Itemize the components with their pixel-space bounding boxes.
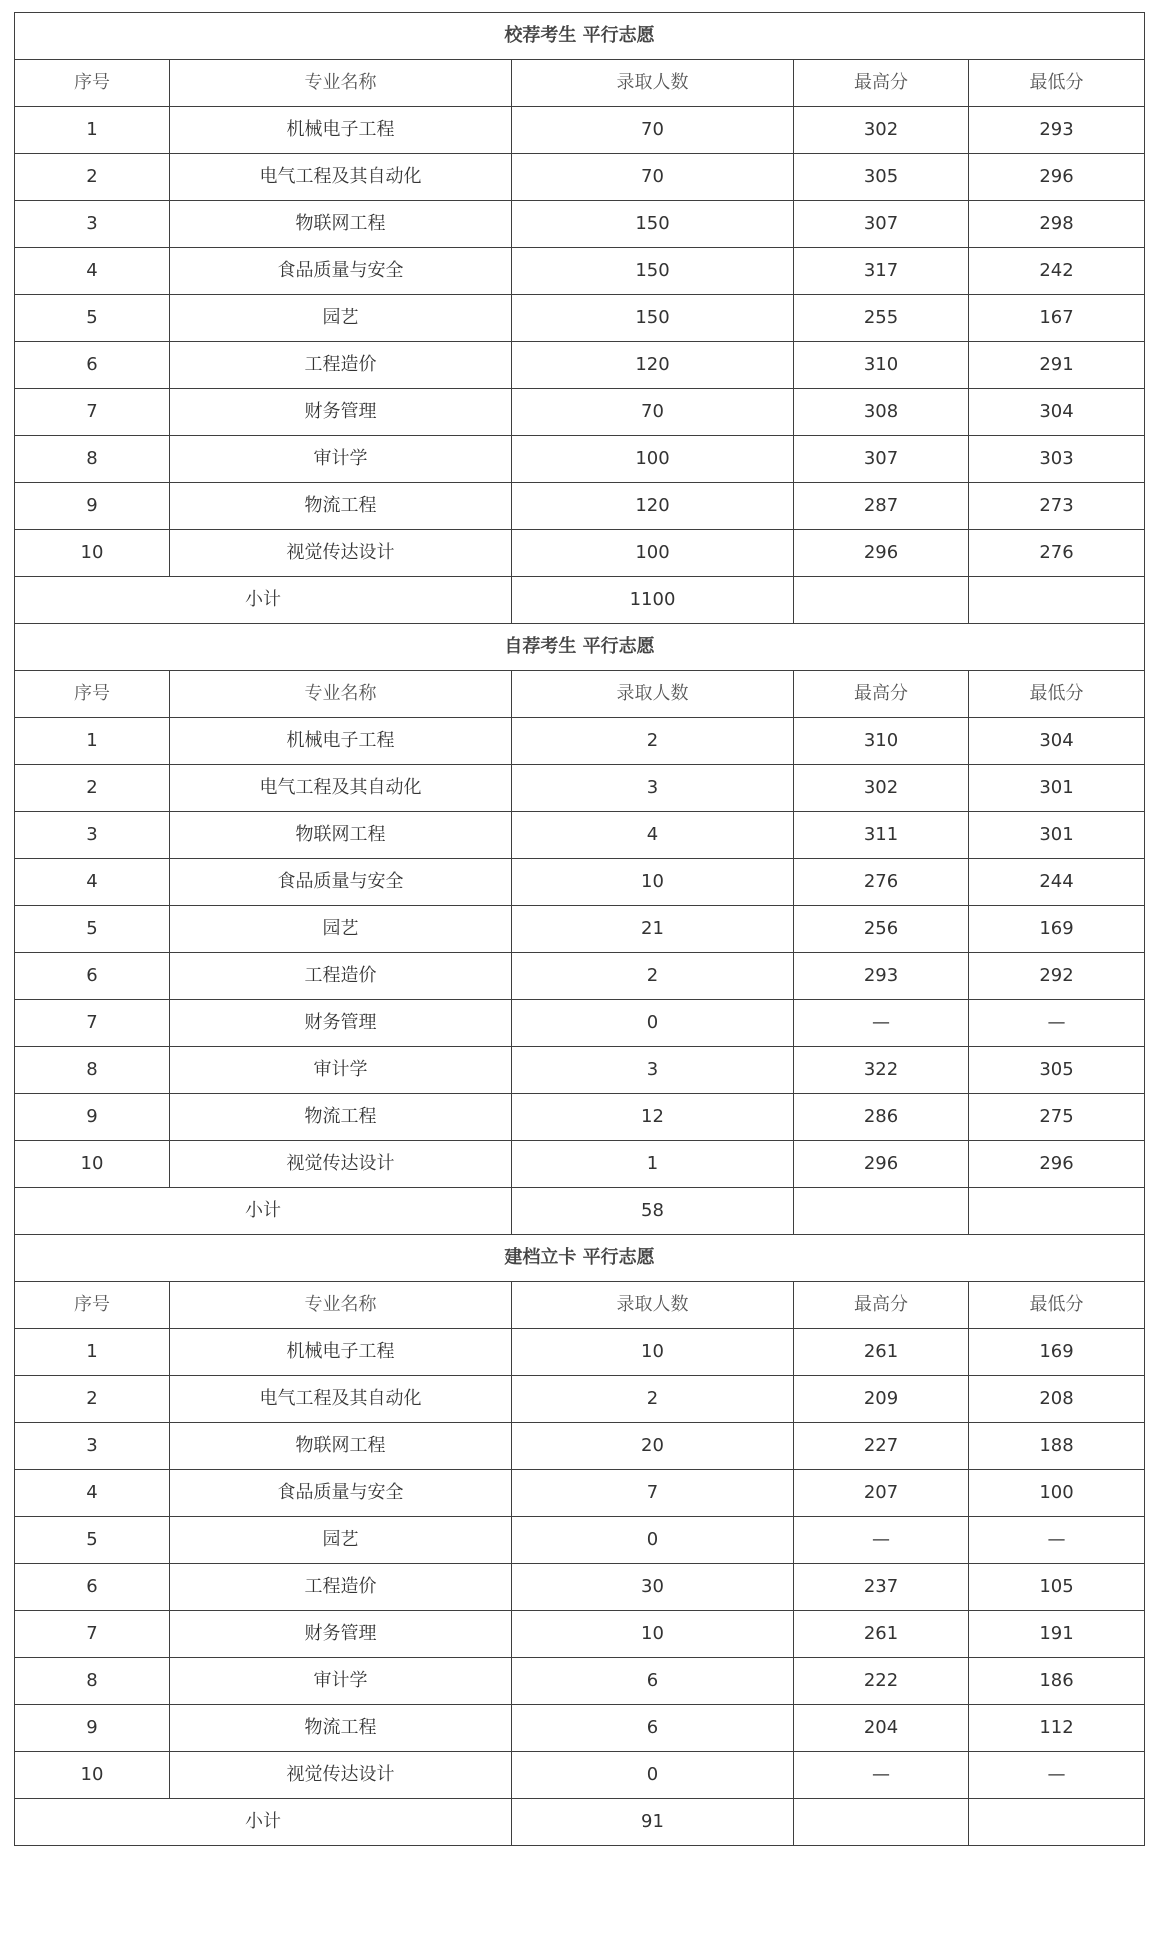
serial-number-cell: 9 [15, 1094, 170, 1141]
highest-score-cell: 222 [794, 1658, 969, 1705]
subtotal-highest-empty [794, 1188, 969, 1235]
serial-number-cell: 9 [15, 1705, 170, 1752]
major-name-cell: 财务管理 [170, 389, 512, 436]
lowest-score-cell: 304 [969, 718, 1145, 765]
admitted-count-cell: 100 [512, 530, 794, 577]
subtotal-label: 小计 [15, 1799, 512, 1846]
subtotal-lowest-empty [969, 577, 1145, 624]
table-row [15, 1517, 1145, 1564]
admitted-count-cell: 3 [512, 1047, 794, 1094]
serial-number-cell: 5 [15, 1517, 170, 1564]
highest-score-cell: 317 [794, 248, 969, 295]
admitted-count-cell: 150 [512, 201, 794, 248]
lowest-score-cell: 276 [969, 530, 1145, 577]
admitted-count-cell: 7 [512, 1470, 794, 1517]
major-name-cell: 物流工程 [170, 1705, 512, 1752]
admitted-count-cell: 12 [512, 1094, 794, 1141]
lowest-score-cell: 208 [969, 1376, 1145, 1423]
subtotal-lowest-empty [969, 1188, 1145, 1235]
table-header-row [15, 1282, 1145, 1329]
major-name-cell: 机械电子工程 [170, 107, 512, 154]
major-name-cell: 工程造价 [170, 953, 512, 1000]
section-title: 自荐考生 平行志愿 [15, 624, 1145, 671]
subtotal-highest-empty [794, 577, 969, 624]
serial-number-cell: 8 [15, 436, 170, 483]
serial-number-cell: 2 [15, 765, 170, 812]
table-row [15, 718, 1145, 765]
admitted-count-cell: 0 [512, 1752, 794, 1799]
admitted-count-cell: 21 [512, 906, 794, 953]
admitted-count-cell: 30 [512, 1564, 794, 1611]
table-row [15, 248, 1145, 295]
column-header-admitted-count: 录取人数 [512, 671, 794, 718]
major-name-cell: 物联网工程 [170, 1423, 512, 1470]
lowest-score-cell: 293 [969, 107, 1145, 154]
serial-number-cell: 7 [15, 1000, 170, 1047]
serial-number-cell: 10 [15, 530, 170, 577]
serial-number-cell: 4 [15, 248, 170, 295]
major-name-cell: 食品质量与安全 [170, 248, 512, 295]
serial-number-cell: 5 [15, 906, 170, 953]
serial-number-cell: 7 [15, 1611, 170, 1658]
admitted-count-cell: 0 [512, 1000, 794, 1047]
admitted-count-cell: 10 [512, 1611, 794, 1658]
column-header-highest-score: 最高分 [794, 671, 969, 718]
admission-scores-table [14, 12, 1145, 1846]
lowest-score-cell: 105 [969, 1564, 1145, 1611]
highest-score-cell: 305 [794, 154, 969, 201]
serial-number-cell: 10 [15, 1141, 170, 1188]
subtotal-lowest-empty [969, 1799, 1145, 1846]
highest-score-cell: 307 [794, 436, 969, 483]
table-row [15, 201, 1145, 248]
serial-number-cell: 2 [15, 1376, 170, 1423]
major-name-cell: 审计学 [170, 1047, 512, 1094]
highest-score-cell: 237 [794, 1564, 969, 1611]
admitted-count-cell: 70 [512, 107, 794, 154]
serial-number-cell: 4 [15, 1470, 170, 1517]
major-name-cell: 审计学 [170, 436, 512, 483]
highest-score-cell: 276 [794, 859, 969, 906]
major-name-cell: 物流工程 [170, 483, 512, 530]
lowest-score-cell: 273 [969, 483, 1145, 530]
serial-number-cell: 3 [15, 201, 170, 248]
table-row [15, 1658, 1145, 1705]
highest-score-cell: 307 [794, 201, 969, 248]
subtotal-count: 1100 [512, 577, 794, 624]
admitted-count-cell: 2 [512, 1376, 794, 1423]
section-title: 建档立卡 平行志愿 [15, 1235, 1145, 1282]
lowest-score-cell: — [969, 1000, 1145, 1047]
subtotal-row [15, 1799, 1145, 1846]
highest-score-cell: 296 [794, 530, 969, 577]
serial-number-cell: 3 [15, 1423, 170, 1470]
lowest-score-cell: — [969, 1752, 1145, 1799]
table-row [15, 154, 1145, 201]
lowest-score-cell: 275 [969, 1094, 1145, 1141]
serial-number-cell: 3 [15, 812, 170, 859]
highest-score-cell: 287 [794, 483, 969, 530]
lowest-score-cell: — [969, 1517, 1145, 1564]
highest-score-cell: 209 [794, 1376, 969, 1423]
lowest-score-cell: 296 [969, 154, 1145, 201]
lowest-score-cell: 296 [969, 1141, 1145, 1188]
highest-score-cell: 255 [794, 295, 969, 342]
lowest-score-cell: 167 [969, 295, 1145, 342]
lowest-score-cell: 303 [969, 436, 1145, 483]
serial-number-cell: 1 [15, 107, 170, 154]
admission-scores-table-wrapper [14, 12, 1144, 1846]
lowest-score-cell: 301 [969, 765, 1145, 812]
highest-score-cell: 311 [794, 812, 969, 859]
highest-score-cell: 256 [794, 906, 969, 953]
column-header-lowest-score: 最低分 [969, 60, 1145, 107]
serial-number-cell: 6 [15, 953, 170, 1000]
table-row [15, 1329, 1145, 1376]
major-name-cell: 财务管理 [170, 1611, 512, 1658]
table-row [15, 295, 1145, 342]
lowest-score-cell: 242 [969, 248, 1145, 295]
column-header-major-name: 专业名称 [170, 60, 512, 107]
column-header-major-name: 专业名称 [170, 671, 512, 718]
lowest-score-cell: 291 [969, 342, 1145, 389]
table-row [15, 1423, 1145, 1470]
lowest-score-cell: 186 [969, 1658, 1145, 1705]
major-name-cell: 物联网工程 [170, 201, 512, 248]
admitted-count-cell: 0 [512, 1517, 794, 1564]
highest-score-cell: 261 [794, 1611, 969, 1658]
lowest-score-cell: 188 [969, 1423, 1145, 1470]
table-row [15, 1376, 1145, 1423]
column-header-serial-number: 序号 [15, 671, 170, 718]
highest-score-cell: 302 [794, 107, 969, 154]
column-header-lowest-score: 最低分 [969, 671, 1145, 718]
column-header-highest-score: 最高分 [794, 60, 969, 107]
subtotal-label: 小计 [15, 1188, 512, 1235]
serial-number-cell: 8 [15, 1047, 170, 1094]
subtotal-label: 小计 [15, 577, 512, 624]
highest-score-cell: 322 [794, 1047, 969, 1094]
table-row [15, 859, 1145, 906]
table-row [15, 107, 1145, 154]
major-name-cell: 视觉传达设计 [170, 1752, 512, 1799]
major-name-cell: 园艺 [170, 1517, 512, 1564]
admitted-count-cell: 6 [512, 1658, 794, 1705]
table-row [15, 1000, 1145, 1047]
admitted-count-cell: 2 [512, 953, 794, 1000]
column-header-lowest-score: 最低分 [969, 1282, 1145, 1329]
highest-score-cell: 207 [794, 1470, 969, 1517]
lowest-score-cell: 301 [969, 812, 1145, 859]
highest-score-cell: 302 [794, 765, 969, 812]
table-row [15, 1752, 1145, 1799]
subtotal-count: 58 [512, 1188, 794, 1235]
table-row [15, 765, 1145, 812]
section-title-row [15, 13, 1145, 60]
highest-score-cell: 227 [794, 1423, 969, 1470]
table-row [15, 1470, 1145, 1517]
highest-score-cell: 310 [794, 718, 969, 765]
table-row [15, 812, 1145, 859]
highest-score-cell: — [794, 1517, 969, 1564]
admitted-count-cell: 150 [512, 248, 794, 295]
major-name-cell: 电气工程及其自动化 [170, 154, 512, 201]
lowest-score-cell: 305 [969, 1047, 1145, 1094]
column-header-highest-score: 最高分 [794, 1282, 969, 1329]
major-name-cell: 食品质量与安全 [170, 859, 512, 906]
serial-number-cell: 5 [15, 295, 170, 342]
serial-number-cell: 10 [15, 1752, 170, 1799]
lowest-score-cell: 169 [969, 906, 1145, 953]
table-row [15, 342, 1145, 389]
highest-score-cell: 310 [794, 342, 969, 389]
lowest-score-cell: 298 [969, 201, 1145, 248]
major-name-cell: 电气工程及其自动化 [170, 765, 512, 812]
lowest-score-cell: 244 [969, 859, 1145, 906]
section-title-row [15, 624, 1145, 671]
table-body [15, 13, 1145, 1846]
table-row [15, 436, 1145, 483]
admitted-count-cell: 6 [512, 1705, 794, 1752]
major-name-cell: 审计学 [170, 1658, 512, 1705]
serial-number-cell: 1 [15, 718, 170, 765]
major-name-cell: 视觉传达设计 [170, 1141, 512, 1188]
lowest-score-cell: 100 [969, 1470, 1145, 1517]
section-title-row [15, 1235, 1145, 1282]
table-row [15, 1705, 1145, 1752]
major-name-cell: 工程造价 [170, 1564, 512, 1611]
major-name-cell: 园艺 [170, 906, 512, 953]
admitted-count-cell: 1 [512, 1141, 794, 1188]
admitted-count-cell: 3 [512, 765, 794, 812]
major-name-cell: 工程造价 [170, 342, 512, 389]
column-header-serial-number: 序号 [15, 60, 170, 107]
subtotal-highest-empty [794, 1799, 969, 1846]
admitted-count-cell: 10 [512, 1329, 794, 1376]
table-row [15, 389, 1145, 436]
column-header-admitted-count: 录取人数 [512, 60, 794, 107]
serial-number-cell: 6 [15, 1564, 170, 1611]
lowest-score-cell: 112 [969, 1705, 1145, 1752]
serial-number-cell: 6 [15, 342, 170, 389]
table-row [15, 953, 1145, 1000]
table-row [15, 1047, 1145, 1094]
highest-score-cell: 286 [794, 1094, 969, 1141]
highest-score-cell: 308 [794, 389, 969, 436]
major-name-cell: 视觉传达设计 [170, 530, 512, 577]
admitted-count-cell: 100 [512, 436, 794, 483]
highest-score-cell: 204 [794, 1705, 969, 1752]
lowest-score-cell: 169 [969, 1329, 1145, 1376]
column-header-major-name: 专业名称 [170, 1282, 512, 1329]
admitted-count-cell: 70 [512, 154, 794, 201]
admitted-count-cell: 20 [512, 1423, 794, 1470]
admitted-count-cell: 120 [512, 342, 794, 389]
table-row [15, 483, 1145, 530]
subtotal-row [15, 1188, 1145, 1235]
lowest-score-cell: 304 [969, 389, 1145, 436]
serial-number-cell: 4 [15, 859, 170, 906]
table-row [15, 1094, 1145, 1141]
serial-number-cell: 7 [15, 389, 170, 436]
column-header-serial-number: 序号 [15, 1282, 170, 1329]
admitted-count-cell: 2 [512, 718, 794, 765]
serial-number-cell: 1 [15, 1329, 170, 1376]
table-row [15, 1141, 1145, 1188]
serial-number-cell: 9 [15, 483, 170, 530]
lowest-score-cell: 292 [969, 953, 1145, 1000]
major-name-cell: 机械电子工程 [170, 1329, 512, 1376]
section-title: 校荐考生 平行志愿 [15, 13, 1145, 60]
major-name-cell: 物流工程 [170, 1094, 512, 1141]
table-header-row [15, 671, 1145, 718]
table-row [15, 1564, 1145, 1611]
major-name-cell: 园艺 [170, 295, 512, 342]
highest-score-cell: — [794, 1000, 969, 1047]
highest-score-cell: 296 [794, 1141, 969, 1188]
major-name-cell: 机械电子工程 [170, 718, 512, 765]
subtotal-count: 91 [512, 1799, 794, 1846]
admitted-count-cell: 4 [512, 812, 794, 859]
major-name-cell: 财务管理 [170, 1000, 512, 1047]
major-name-cell: 食品质量与安全 [170, 1470, 512, 1517]
highest-score-cell: 293 [794, 953, 969, 1000]
serial-number-cell: 8 [15, 1658, 170, 1705]
subtotal-row [15, 577, 1145, 624]
table-header-row [15, 60, 1145, 107]
major-name-cell: 电气工程及其自动化 [170, 1376, 512, 1423]
highest-score-cell: 261 [794, 1329, 969, 1376]
table-row [15, 1611, 1145, 1658]
table-row [15, 530, 1145, 577]
table-row [15, 906, 1145, 953]
admitted-count-cell: 10 [512, 859, 794, 906]
column-header-admitted-count: 录取人数 [512, 1282, 794, 1329]
admitted-count-cell: 70 [512, 389, 794, 436]
admitted-count-cell: 150 [512, 295, 794, 342]
lowest-score-cell: 191 [969, 1611, 1145, 1658]
major-name-cell: 物联网工程 [170, 812, 512, 859]
highest-score-cell: — [794, 1752, 969, 1799]
admitted-count-cell: 120 [512, 483, 794, 530]
serial-number-cell: 2 [15, 154, 170, 201]
